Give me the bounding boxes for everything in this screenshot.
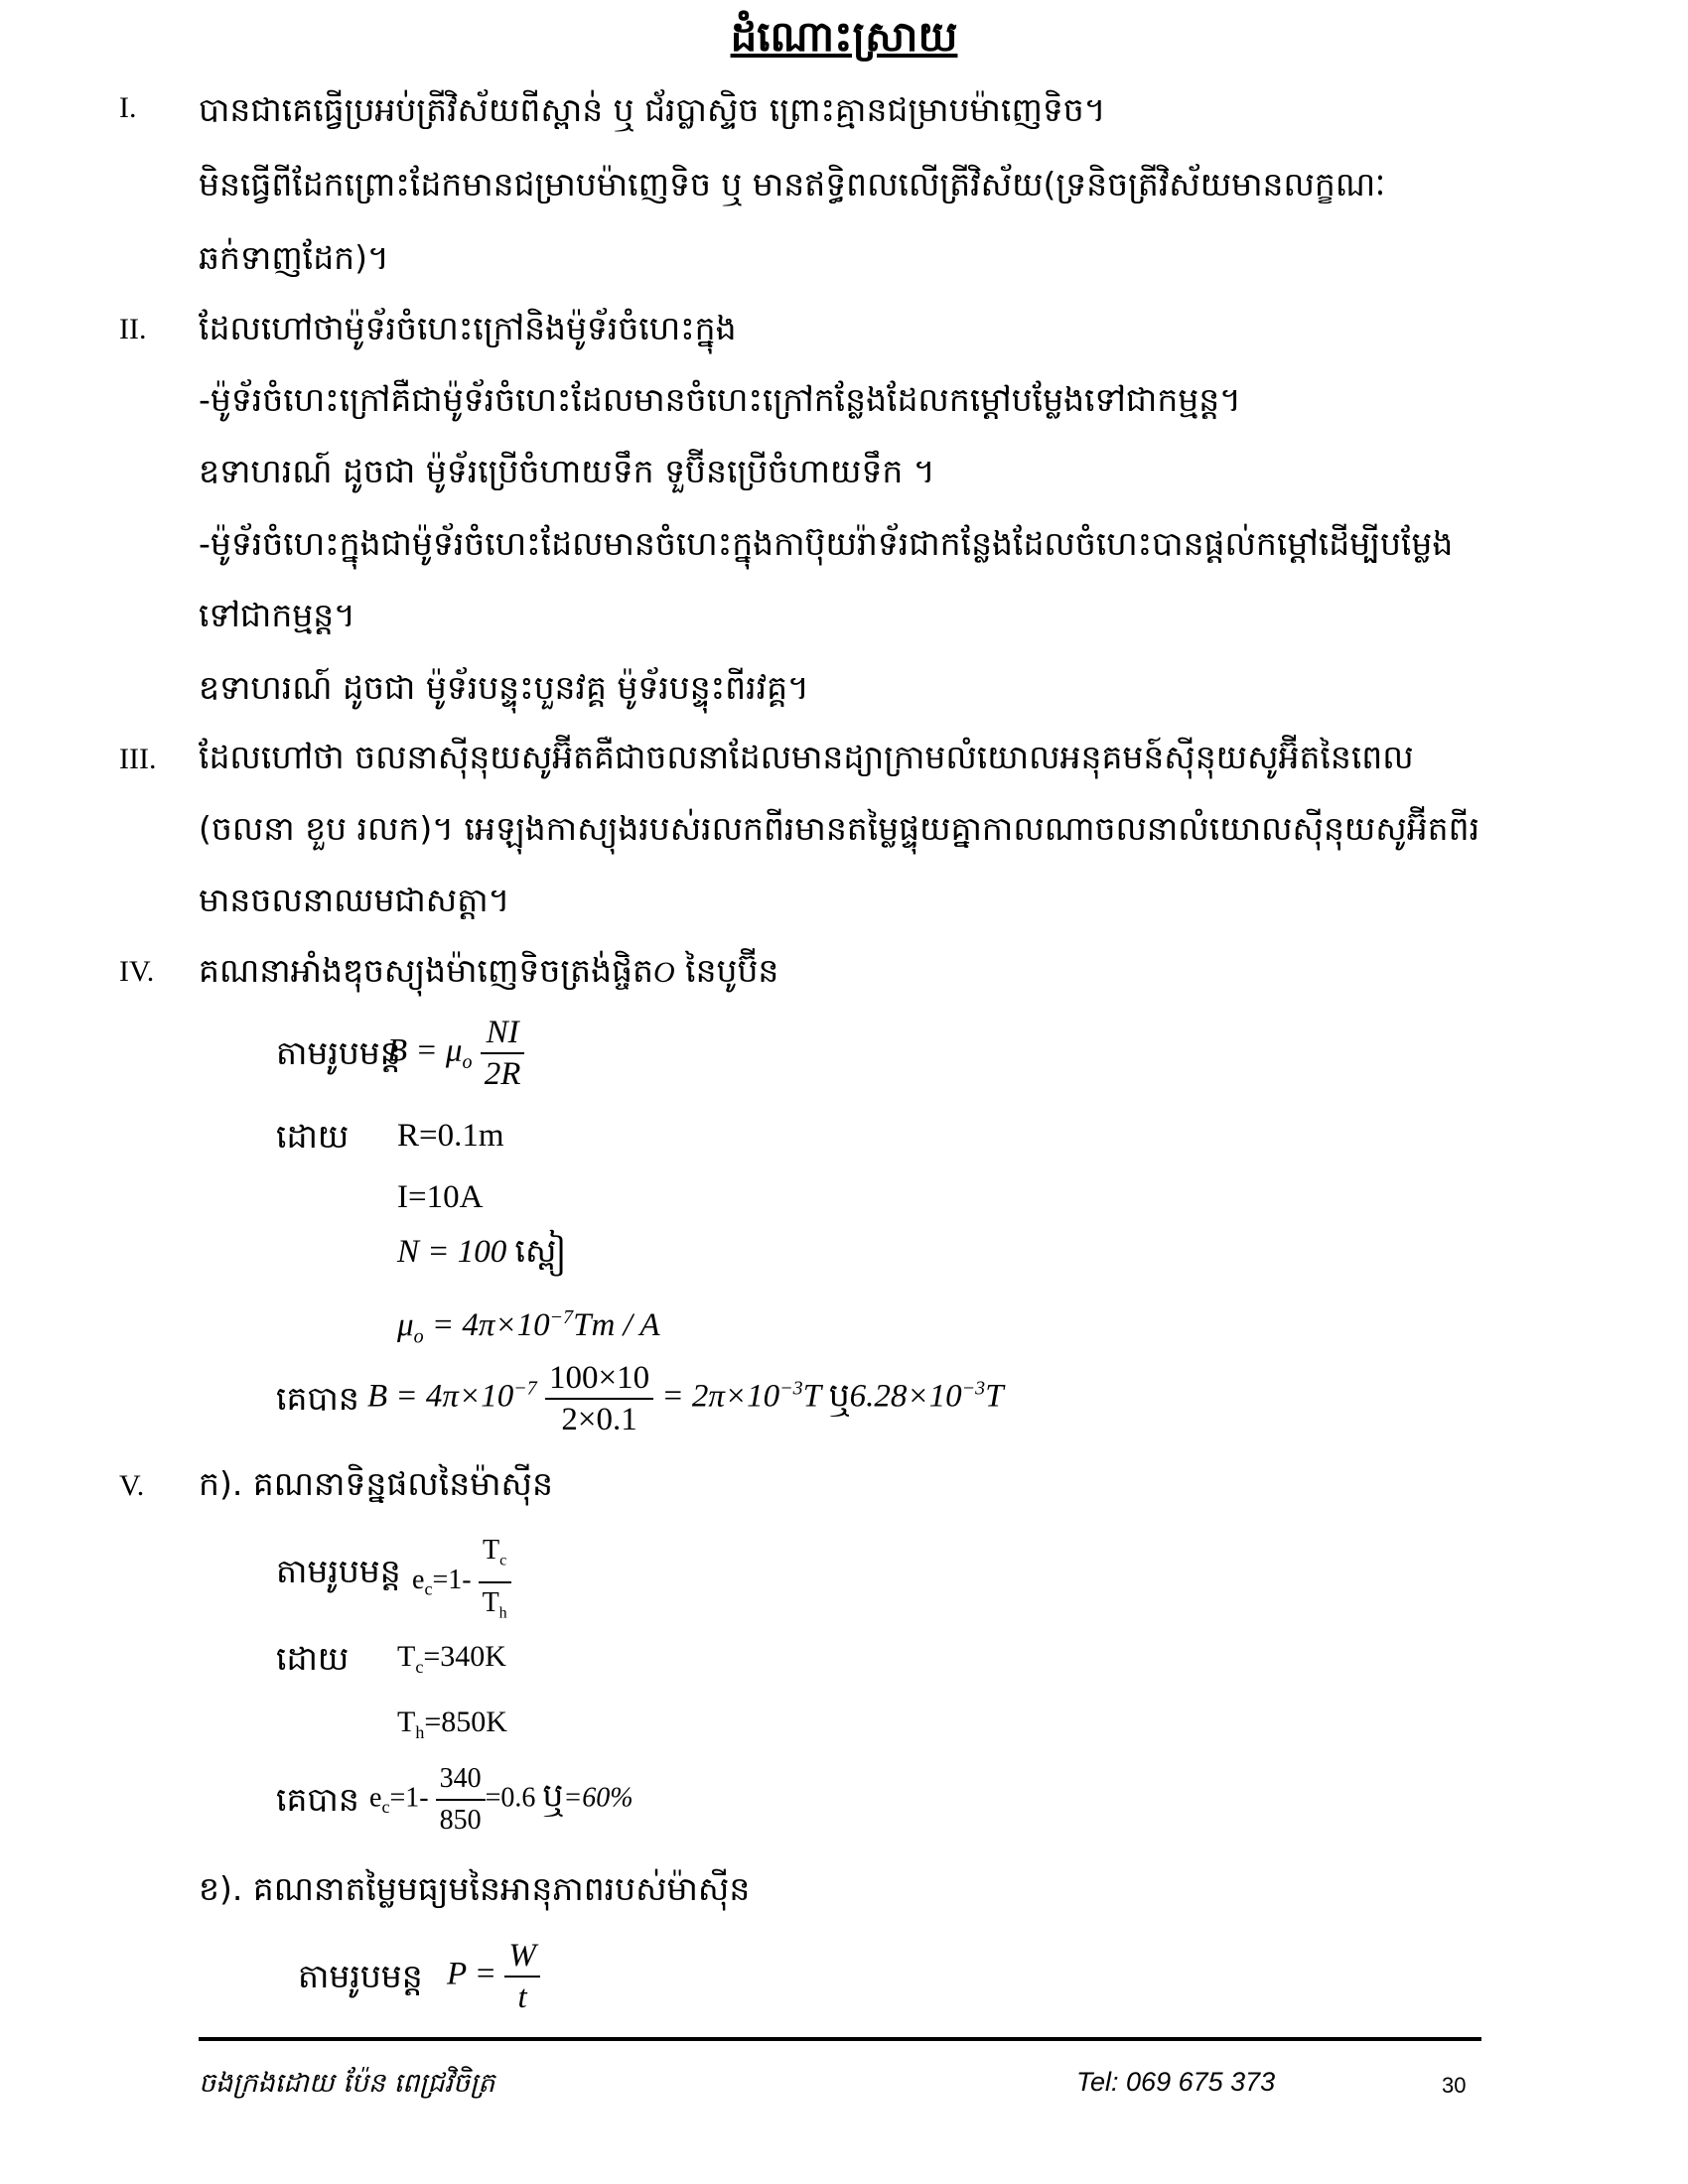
v-result-or: ឬ xyxy=(542,1775,564,1815)
iv-given-mu-value: = 4π×10 xyxy=(423,1307,550,1343)
iv-result-exp1: −7 xyxy=(513,1377,537,1400)
iv-result-or: ឬ xyxy=(828,1375,850,1415)
iv-result xyxy=(367,1358,1004,1439)
section-iv-heading-tail: នៃបូប៊ីន xyxy=(674,951,779,990)
v-formula-e-sub: c xyxy=(424,1578,433,1599)
section-ii-line-4: -ម៉ូទ័រចំហេះក្នុងជាម៉ូទ័រចំហេះដែលមានចំហេះក្នុងកាប៊ុយរ៉ាទ័រជាកន្លែងដែលចំហេះបានផ្តល់កម្តៅដើម្បីបម្លែង xyxy=(199,524,1454,563)
v-result-e: e xyxy=(369,1782,382,1814)
section-iii-line-3: មានចលនាឈមជាសត្តា។ xyxy=(199,881,510,919)
v-given-th xyxy=(397,1706,507,1743)
v-given-tc-sub: c xyxy=(415,1657,424,1677)
v-given-th-value: =850K xyxy=(424,1706,507,1738)
iv-result-fraction xyxy=(545,1358,653,1439)
iv-given-i: I=10A xyxy=(397,1179,484,1215)
iv-result-label: គេបាន xyxy=(276,1379,359,1418)
v-part-a-heading: ក). គណនាទិន្នផលនៃម៉ាស៊ីន xyxy=(199,1464,553,1503)
iv-formula-label: តាមរូបមន្ត xyxy=(276,1033,401,1072)
iv-result-denominator: 2×0.1 xyxy=(561,1402,637,1437)
v-formula-label: តាមរូបមន្ត xyxy=(276,1552,401,1590)
iv-formula-denominator: 2R xyxy=(484,1056,521,1092)
footer-divider xyxy=(199,2037,1481,2041)
v-formula-fraction xyxy=(479,1531,511,1633)
section-ii-line-3: ឧទាហរណ៍ ដូចជា ម៉ូទ័រប្រើចំហាយទឹក ទួប៊ីនប្រើចំហាយទឹក ។ xyxy=(199,452,935,490)
iv-result-e: T xyxy=(985,1378,1004,1415)
section-number-iv: IV. xyxy=(119,955,155,988)
iv-result-b: = 2π×10 xyxy=(653,1378,780,1415)
v-given-tc-t: T xyxy=(397,1640,416,1673)
iv-given-n xyxy=(397,1231,566,1279)
section-ii-line-5: ទៅជាកម្មន្ត។ xyxy=(199,596,355,634)
section-iii-line-2: (ចលនា ខួប រលក)។ អេឡុងកាស្យុងរបស់រលកពីរមានតម្លៃផ្ទុយគ្នាកាលណាចលនាលំយោលស៊ីនុយសូអ៊ីតពីរ xyxy=(199,809,1480,848)
v-result-e-sub: c xyxy=(381,1797,390,1818)
v-part-b-heading: ខ). គណនាតម្លៃមធ្យមនៃអានុភាពរបស់ម៉ាស៊ីន xyxy=(199,1869,751,1908)
v-formula-e: e xyxy=(412,1565,425,1596)
iv-result-numerator: 100×10 xyxy=(545,1358,653,1400)
v-given-th-sub: h xyxy=(415,1722,425,1742)
v-result-percent: =60% xyxy=(563,1782,633,1814)
v-given-tc-value: =340K xyxy=(423,1640,506,1673)
v-formula-denominator xyxy=(479,1583,511,1634)
iv-result-c: T xyxy=(802,1378,821,1415)
v-power-lhs: P = xyxy=(447,1956,497,1992)
v-result-mid: =1- xyxy=(389,1782,429,1814)
section-number-ii: II. xyxy=(119,313,147,345)
iv-result-d: 6.28×10 xyxy=(849,1378,962,1415)
v-power-formula-label: តាមរូបមន្ត xyxy=(298,1957,423,1995)
iv-given-n-value: N = 100 xyxy=(397,1234,507,1270)
v-result-fraction xyxy=(436,1759,486,1841)
v-result-numerator: 340 xyxy=(436,1759,486,1801)
v-formula-mid: =1- xyxy=(432,1565,472,1596)
page-title: ដំណោះស្រាយ xyxy=(730,12,958,61)
v-formula-den-sub: h xyxy=(498,1604,507,1622)
section-number-v: V. xyxy=(119,1469,145,1502)
iv-given-mu-exp: −7 xyxy=(549,1306,574,1328)
section-iii-line-1: ដែលហៅថា ចលនាស៊ីនុយសូអ៊ីតគឺជាចលនាដែលមានដ្យាក្រាមលំយោលអនុគមន៍ស៊ីនុយសូអ៊ីតនៃពេល xyxy=(199,738,1414,776)
v-result-label: គេបាន xyxy=(276,1780,359,1819)
section-iv-heading-text: គណនាអាំងឌុចស្យុងម៉ាញេទិចត្រង់ផ្ចិត xyxy=(199,951,653,990)
v-given-tc xyxy=(397,1640,506,1678)
iv-formula xyxy=(387,1013,524,1094)
iv-formula-sub: o xyxy=(462,1051,473,1074)
iv-given-mu xyxy=(397,1306,660,1349)
section-i-line-3: ឆក់ទាញដែក)។ xyxy=(199,238,389,277)
iv-formula-lhs: B = μ xyxy=(387,1032,463,1069)
iv-formula-numerator: NI xyxy=(481,1013,525,1054)
iv-result-exp3: −3 xyxy=(961,1377,986,1400)
iv-given-n-unit: ស្ពៀ xyxy=(514,1231,567,1270)
v-formula-num-sub: c xyxy=(499,1552,507,1570)
iv-formula-fraction xyxy=(481,1013,525,1094)
v-power-fraction xyxy=(504,1936,540,2017)
footer-telephone: Tel: 069 675 373 xyxy=(1076,2067,1276,2097)
v-formula-den-t: T xyxy=(482,1586,499,1618)
iv-given-mu-unit: Tm / A xyxy=(573,1307,660,1343)
section-ii-line-1: ដែលហៅថាម៉ូទ័រចំហេះក្រៅនិងម៉ូទ័រចំហេះក្នុង xyxy=(199,309,737,347)
v-result-value: =0.6 xyxy=(485,1782,536,1814)
section-number-i: I. xyxy=(119,91,137,124)
v-power-formula xyxy=(447,1936,540,2017)
section-number-iii: III. xyxy=(119,743,157,775)
v-given-th-t: T xyxy=(397,1706,416,1738)
v-result-denominator: 850 xyxy=(439,1805,482,1836)
v-formula-num-t: T xyxy=(483,1535,500,1566)
v-result xyxy=(369,1759,633,1841)
iv-given-r: R=0.1m xyxy=(397,1118,504,1154)
iv-by-label: ដោយ xyxy=(276,1117,350,1156)
page-number: 30 xyxy=(1442,2073,1467,2098)
section-i-line-2: មិនធ្វើពីដែកព្រោះដែកមានជម្រាបម៉ាញេទិច ឬ មានឥទ្ធិពលលើត្រីវិស័យ(ទ្រនិចត្រីវិស័យមានលក្ខណៈ xyxy=(199,165,1386,204)
iv-result-exp2: −3 xyxy=(779,1377,803,1400)
iv-result-a: B = 4π×10 xyxy=(367,1378,514,1415)
section-i-line-1: បានជាគេធ្វើប្រអប់ត្រីវិស័យពីស្ពាន់ ឬ ជ័រប្លាស្ទិច ព្រោះគ្មានជម្រាបម៉ាញេទិច។ xyxy=(199,90,1106,129)
footer-author: ចងក្រងដោយ ប៉ែន ពេជ្រវិចិត្រ xyxy=(199,2068,495,2099)
center-o-variable: O xyxy=(652,956,675,989)
section-ii-line-2: -ម៉ូទ័រចំហេះក្រៅគឺជាម៉ូទ័រចំហេះដែលមានចំហេះក្រៅកន្លែងដែលកម្តៅបម្លែងទៅជាកម្មន្ត។ xyxy=(199,380,1241,419)
v-by-label: ដោយ xyxy=(276,1639,350,1678)
section-ii-line-6: ឧទាហរណ៍ ដូចជា ម៉ូទ័របន្ទុះបួនវគ្គ ម៉ូទ័របន្ទុះពីរវគ្គ។ xyxy=(199,668,809,707)
iv-given-mu-sub: o xyxy=(413,1325,424,1348)
v-power-numerator: W xyxy=(504,1936,540,1978)
v-power-denominator: t xyxy=(517,1979,527,2015)
section-iv-heading xyxy=(199,948,778,996)
v-formula-numerator xyxy=(479,1531,511,1583)
v-formula xyxy=(412,1531,511,1633)
iv-given-mu-symbol: μ xyxy=(397,1307,414,1343)
